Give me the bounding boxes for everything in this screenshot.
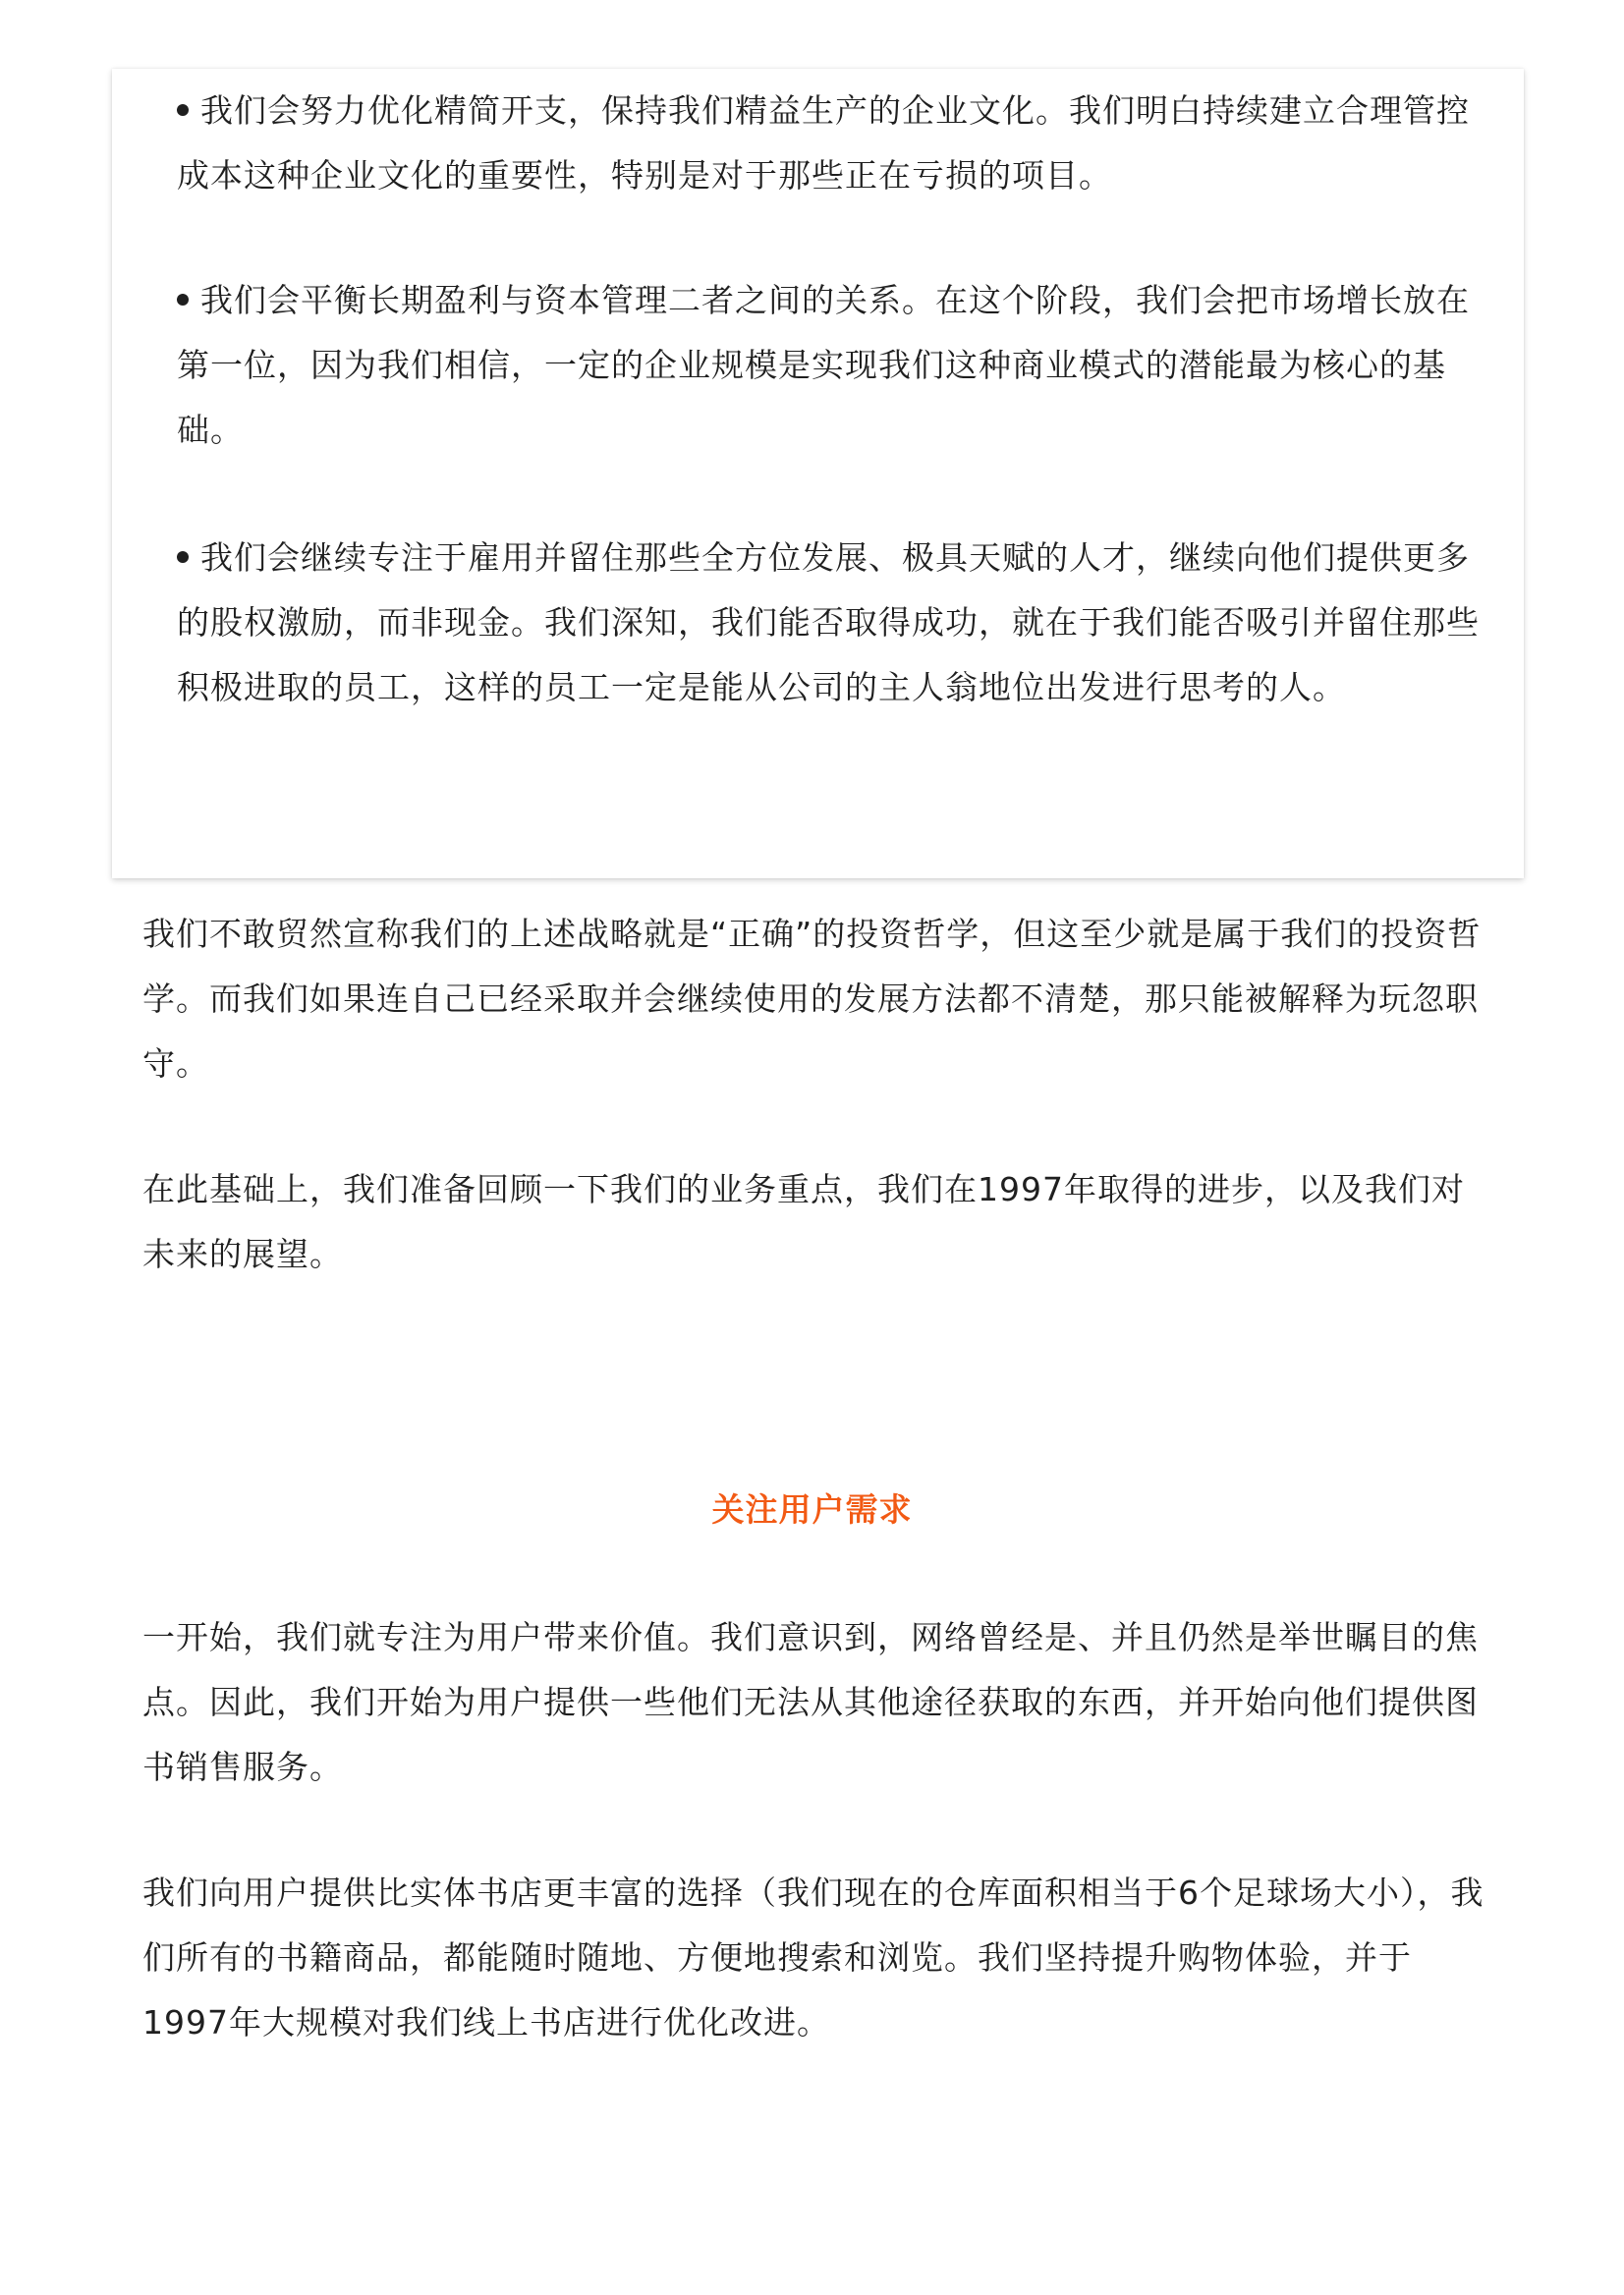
bullet-item <box>177 268 1484 463</box>
body-paragraph: 我们向用户提供比实体书店更丰富的选择（我们现在的仓库面积相当于6个足球场大小），我们所有的书籍商品，都能随时随地、方便地搜索和浏览。我们坚持提升购物体验，并于1997年大规模对我们线上书店进行优化改进。 <box>142 1874 1484 2042</box>
bullet-text: 我们会努力优化精简开支，保持我们精益生产的企业文化。我们明白持续建立合理管控成本这种企业文化的重要性，特别是对于那些正在亏损的项目。 <box>177 91 1470 195</box>
bullet-dot-icon <box>177 104 189 116</box>
bullet-dot-icon <box>177 551 189 563</box>
body-paragraph: 在此基础上，我们准备回顾一下我们的业务重点，我们在1997年取得的进步，以及我们对未来的展望。 <box>142 1170 1465 1273</box>
quote-box <box>112 69 1524 878</box>
bullet-text: 我们会平衡长期盈利与资本管理二者之间的关系。在这个阶段，我们会把市场增长放在第一位，因为我们相信，一定的企业规模是实现我们这种商业模式的潜能最为核心的基础。 <box>177 281 1470 449</box>
body-paragraph: 我们不敢贸然宣称我们的上述战略就是“正确”的投资哲学，但这至少就是属于我们的投资哲学。而我们如果连自己已经采取并会继续使用的发展方法都不清楚，那只能被解释为玩忽职守。 <box>142 915 1482 1083</box>
bullet-dot-icon <box>177 294 189 306</box>
bullet-item <box>177 79 1484 208</box>
bullet-item <box>177 526 1484 720</box>
section-heading: 关注用户需求 <box>711 1490 913 1529</box>
body-paragraph: 一开始，我们就专注为用户带来价值。我们意识到，网络曾经是、并且仍然是举世瞩目的焦点。因此，我们开始为用户提供一些他们无法从其他途径获取的东西，并开始向他们提供图书销售服务。 <box>142 1618 1479 1786</box>
bullet-text: 我们会继续专注于雇用并留住那些全方位发展、极具天赋的人才，继续向他们提供更多的股权激励，而非现金。我们深知，我们能否取得成功，就在于我们能否吸引并留住那些积极进取的员工，这样的员工一定是能从公司的主人翁地位出发进行思考的人。 <box>177 538 1480 706</box>
